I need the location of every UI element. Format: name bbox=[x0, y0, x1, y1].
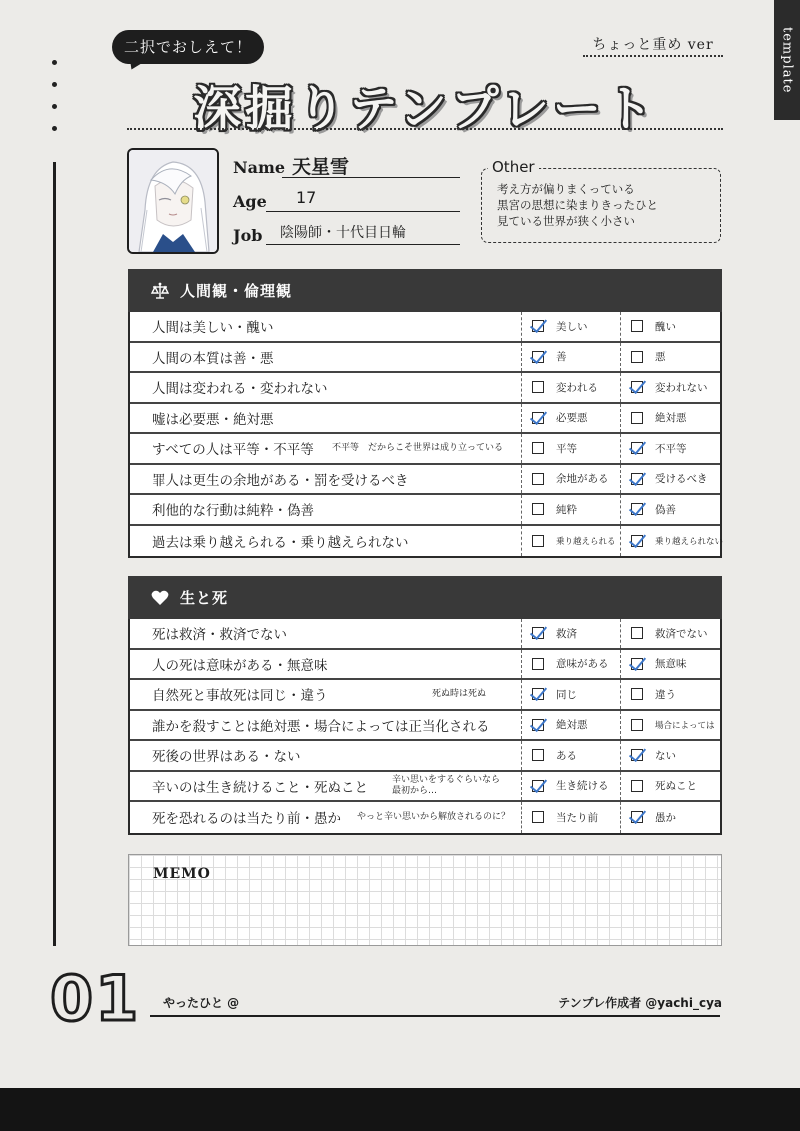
answer-option-a[interactable] bbox=[532, 441, 577, 456]
answer-option-a[interactable] bbox=[532, 319, 588, 334]
name-field bbox=[282, 152, 460, 178]
column-divider bbox=[620, 619, 621, 648]
answer-label: 不平等 bbox=[655, 442, 687, 455]
title-divider bbox=[127, 128, 723, 130]
answer-option-a[interactable] bbox=[532, 535, 616, 547]
version-label: ちょっと重め ver bbox=[592, 37, 714, 53]
checked-box-icon[interactable] bbox=[631, 442, 643, 454]
answer-option-b[interactable] bbox=[631, 656, 687, 671]
answer-option-a[interactable] bbox=[532, 656, 609, 671]
other-note-line: 黒宮の思想に染まりきったひと bbox=[497, 198, 658, 212]
checkbox-icon[interactable] bbox=[532, 381, 544, 393]
question-row bbox=[130, 312, 720, 343]
answer-label: 愚か bbox=[655, 811, 676, 824]
question-text: 人間は変われる・変われない bbox=[152, 381, 328, 398]
question-row bbox=[130, 495, 720, 526]
handwritten-note: 不平等 だからこそ世界は成り立っている bbox=[332, 442, 504, 453]
checked-box-icon[interactable] bbox=[532, 412, 544, 424]
column-divider bbox=[620, 772, 621, 801]
page-title: 深掘りテンプレート bbox=[193, 81, 657, 137]
checked-box-icon[interactable] bbox=[631, 503, 643, 515]
checked-box-icon[interactable] bbox=[532, 627, 544, 639]
question-row bbox=[130, 802, 720, 833]
answer-label: 当たり前 bbox=[556, 811, 598, 824]
question-text: すべての人は平等・不平等 bbox=[152, 442, 314, 459]
answer-option-a[interactable] bbox=[532, 471, 609, 486]
checked-box-icon[interactable] bbox=[631, 381, 643, 393]
answer-label: 絶対悪 bbox=[655, 412, 687, 425]
answer-label: 純粋 bbox=[556, 503, 577, 516]
answer-option-b[interactable] bbox=[631, 502, 676, 517]
answer-option-a[interactable] bbox=[532, 778, 609, 793]
question-row bbox=[130, 434, 720, 465]
other-notes bbox=[497, 181, 717, 229]
section-life-death bbox=[128, 576, 722, 835]
question-list bbox=[128, 312, 722, 558]
question-list bbox=[128, 619, 722, 835]
other-note-line: 考え方が偏りまくっている bbox=[497, 182, 635, 196]
answer-label: 同じ bbox=[556, 688, 577, 701]
section-header bbox=[128, 269, 722, 312]
bottom-bar bbox=[0, 1088, 800, 1131]
checkbox-icon[interactable] bbox=[532, 749, 544, 761]
answer-label: 必要悪 bbox=[556, 412, 588, 425]
question-text: 利他的な行動は純粋・偽善 bbox=[152, 503, 314, 520]
section-ethics bbox=[128, 269, 722, 558]
section-header bbox=[128, 576, 722, 619]
question-text: 人の死は意味がある・無意味 bbox=[152, 657, 328, 674]
answer-option-a[interactable] bbox=[532, 380, 598, 395]
job-value: 陰陽師・十代目日輪 bbox=[280, 225, 406, 241]
column-divider bbox=[620, 650, 621, 679]
answer-label: 意味がある bbox=[556, 658, 609, 671]
column-divider bbox=[521, 772, 522, 801]
column-divider bbox=[620, 495, 621, 524]
answer-option-b[interactable] bbox=[631, 535, 723, 547]
checked-box-icon[interactable] bbox=[532, 688, 544, 700]
character-avatar bbox=[127, 148, 219, 254]
question-row bbox=[130, 343, 720, 374]
question-row bbox=[130, 680, 720, 711]
handwritten-note: 辛い思いをするぐらいなら 最初から… bbox=[392, 774, 501, 796]
column-divider bbox=[521, 495, 522, 524]
question-row bbox=[130, 526, 724, 557]
column-divider bbox=[620, 711, 621, 740]
handwritten-note: 死ぬ時は死ぬ bbox=[432, 688, 487, 699]
column-divider bbox=[521, 343, 522, 372]
checkbox-icon[interactable] bbox=[631, 320, 643, 332]
answer-label: 乗り越えられない bbox=[655, 536, 724, 547]
section-title: 人間観・倫理観 bbox=[180, 282, 293, 300]
answer-option-a[interactable] bbox=[532, 748, 577, 763]
question-row bbox=[130, 619, 720, 650]
answer-label: ある bbox=[556, 749, 577, 762]
answer-label: 救済でない bbox=[655, 627, 708, 640]
answer-label: 醜い bbox=[655, 320, 676, 333]
age-value: 17 bbox=[296, 188, 317, 207]
creator-credit: テンプレ作成者 @yachi_cya bbox=[558, 996, 722, 1010]
answer-option-a[interactable] bbox=[532, 717, 588, 732]
column-divider bbox=[521, 680, 522, 709]
question-text: 誰かを殺すことは絶対悪・場合によっては正当化される bbox=[152, 718, 490, 735]
answer-label: 場合によっては bbox=[655, 720, 715, 731]
column-divider bbox=[620, 802, 621, 833]
template-tab bbox=[774, 0, 800, 120]
job-label: Job bbox=[233, 226, 263, 245]
checked-box-icon[interactable] bbox=[631, 473, 643, 485]
answer-option-a[interactable] bbox=[532, 626, 577, 641]
decorative-vertical-line bbox=[53, 162, 56, 946]
page-number: 01 bbox=[50, 962, 141, 1035]
checkbox-icon[interactable] bbox=[532, 442, 544, 454]
question-row bbox=[130, 772, 720, 803]
age-field bbox=[266, 188, 460, 212]
tab-label: template bbox=[779, 26, 795, 94]
answer-label: 救済 bbox=[556, 627, 577, 640]
question-row bbox=[130, 404, 720, 435]
answer-option-b[interactable] bbox=[631, 380, 708, 395]
version-divider bbox=[583, 55, 723, 57]
checkbox-icon[interactable] bbox=[532, 503, 544, 515]
answer-label: 死ぬこと bbox=[655, 780, 697, 793]
question-text: 自然死と事故死は同じ・違う bbox=[152, 688, 328, 705]
checkbox-icon[interactable] bbox=[631, 688, 643, 700]
column-divider bbox=[521, 404, 522, 433]
question-text: 罪人は更生の余地がある・罰を受けるべき bbox=[152, 472, 409, 489]
question-text: 辛いのは生き続けること・死ぬこと bbox=[152, 779, 368, 796]
heart-icon bbox=[150, 588, 170, 608]
scales-icon bbox=[150, 281, 170, 301]
question-row bbox=[130, 741, 720, 772]
column-divider bbox=[521, 312, 522, 341]
answer-option-b[interactable] bbox=[631, 778, 697, 793]
footer-divider bbox=[150, 1015, 720, 1017]
column-divider bbox=[521, 802, 522, 833]
answer-label: 絶対悪 bbox=[556, 719, 588, 732]
checkbox-icon[interactable] bbox=[631, 412, 643, 424]
column-divider bbox=[521, 619, 522, 648]
checked-box-icon[interactable] bbox=[532, 320, 544, 332]
question-row bbox=[130, 465, 720, 496]
other-note-line: 見ている世界が狭く小さい bbox=[497, 214, 635, 228]
answer-option-b[interactable] bbox=[631, 471, 708, 486]
question-row bbox=[130, 711, 720, 742]
answer-label: 平等 bbox=[556, 442, 577, 455]
column-divider bbox=[521, 373, 522, 402]
handwritten-note: やっと辛い思いから解放されるのに？ bbox=[357, 811, 511, 822]
name-value: 天星雪 bbox=[292, 156, 350, 178]
column-divider bbox=[620, 434, 621, 463]
answer-label: 美しい bbox=[556, 320, 588, 333]
checkbox-icon[interactable] bbox=[532, 811, 544, 823]
checkbox-icon[interactable] bbox=[532, 473, 544, 485]
column-divider bbox=[620, 312, 621, 341]
column-divider bbox=[620, 373, 621, 402]
checked-box-icon[interactable] bbox=[532, 719, 544, 731]
answer-label: ない bbox=[655, 749, 676, 762]
answer-label: 生き続ける bbox=[556, 780, 609, 793]
checked-box-icon[interactable] bbox=[532, 351, 544, 363]
answer-label: 善 bbox=[556, 351, 567, 364]
age-label: Age bbox=[233, 192, 267, 211]
answer-label: 乗り越えられる bbox=[556, 536, 616, 547]
checked-box-icon[interactable] bbox=[631, 811, 643, 823]
column-divider bbox=[620, 465, 621, 494]
answer-label: 偽善 bbox=[655, 503, 676, 516]
checked-box-icon[interactable] bbox=[532, 780, 544, 792]
answer-label: 悪 bbox=[655, 351, 666, 364]
checkbox-icon[interactable] bbox=[532, 658, 544, 670]
answer-option-b[interactable] bbox=[631, 319, 676, 334]
answer-option-a[interactable] bbox=[532, 687, 577, 702]
question-text: 死後の世界はある・ない bbox=[152, 749, 301, 766]
answer-option-b[interactable] bbox=[631, 410, 687, 425]
player-credit: やったひと @ bbox=[163, 996, 240, 1010]
checkbox-icon[interactable] bbox=[631, 351, 643, 363]
answer-option-a[interactable] bbox=[532, 810, 598, 825]
answer-label: 受けるべき bbox=[655, 473, 708, 486]
answer-option-b[interactable] bbox=[631, 748, 676, 763]
question-text: 死を恐れるのは当たり前・愚か bbox=[152, 811, 341, 828]
question-text: 人間の本質は善・悪 bbox=[152, 350, 274, 367]
answer-option-b[interactable] bbox=[631, 719, 715, 731]
answer-option-a[interactable] bbox=[532, 349, 567, 364]
checkbox-icon[interactable] bbox=[631, 627, 643, 639]
column-divider bbox=[620, 343, 621, 372]
answer-option-b[interactable] bbox=[631, 687, 676, 702]
checked-box-icon[interactable] bbox=[631, 749, 643, 761]
speech-bubble: 二択でおしえて！ bbox=[112, 30, 264, 64]
column-divider bbox=[620, 680, 621, 709]
answer-label: 無意味 bbox=[655, 658, 687, 671]
answer-option-a[interactable] bbox=[532, 410, 588, 425]
column-divider bbox=[521, 526, 522, 557]
column-divider bbox=[521, 711, 522, 740]
checkbox-icon[interactable] bbox=[532, 535, 544, 547]
column-divider bbox=[521, 650, 522, 679]
checkbox-icon[interactable] bbox=[631, 780, 643, 792]
answer-label: 余地がある bbox=[556, 473, 609, 486]
answer-option-b[interactable] bbox=[631, 626, 708, 641]
column-divider bbox=[620, 526, 621, 557]
answer-option-b[interactable] bbox=[631, 810, 676, 825]
question-text: 過去は乗り越えられる・乗り越えられない bbox=[152, 534, 409, 551]
name-label: Name bbox=[233, 158, 286, 177]
other-label: Other bbox=[488, 158, 539, 176]
column-divider bbox=[620, 741, 621, 770]
checked-box-icon[interactable] bbox=[631, 535, 643, 547]
memo-label: MEMO bbox=[153, 866, 211, 882]
column-divider bbox=[620, 404, 621, 433]
section-title: 生と死 bbox=[180, 589, 229, 607]
job-field bbox=[266, 222, 460, 245]
answer-label: 違う bbox=[655, 688, 676, 701]
answer-option-b[interactable] bbox=[631, 349, 666, 364]
column-divider bbox=[521, 434, 522, 463]
checked-box-icon[interactable] bbox=[631, 658, 643, 670]
answer-label: 変われない bbox=[655, 381, 708, 394]
question-row bbox=[130, 650, 720, 681]
question-row bbox=[130, 373, 720, 404]
answer-option-a[interactable] bbox=[532, 502, 577, 517]
answer-option-b[interactable] bbox=[631, 441, 687, 456]
memo-area[interactable] bbox=[128, 854, 722, 946]
column-divider bbox=[521, 741, 522, 770]
question-text: 嘘は必要悪・絶対悪 bbox=[152, 411, 274, 428]
checkbox-icon[interactable] bbox=[631, 719, 643, 731]
column-divider bbox=[521, 465, 522, 494]
answer-label: 変われる bbox=[556, 381, 598, 394]
question-text: 死は救済・救済でない bbox=[152, 627, 287, 644]
question-text: 人間は美しい・醜い bbox=[152, 320, 274, 337]
